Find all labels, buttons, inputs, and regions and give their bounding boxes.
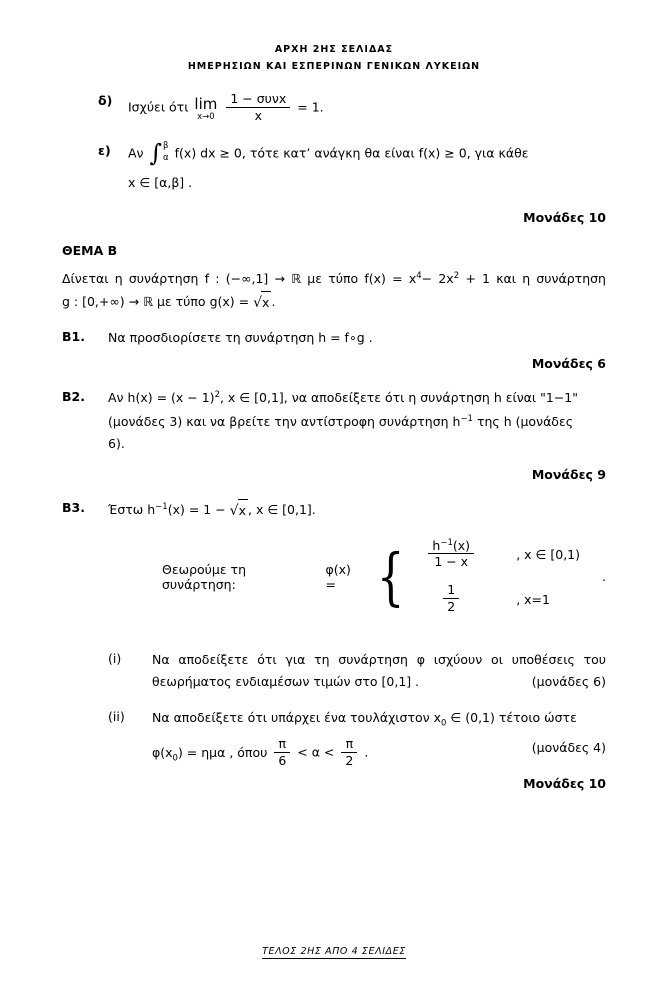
page-header-line-2: ΗΜΕΡΗΣΙΩΝ ΚΑΙ ΕΣΠΕΡΙΝΩΝ ΓΕΝΙΚΩΝ ΛΥΚΕΙΩΝ (187, 61, 481, 72)
case-1-num-exp: −1 (440, 537, 453, 548)
f-formula-p2: − 2x (421, 271, 454, 287)
item-delta (62, 92, 606, 124)
case-1-condition: , x ∈ [0,1) (516, 547, 581, 563)
b3-ii-x-subscript: 0 (440, 718, 447, 729)
b2-line2 (108, 411, 606, 433)
epsilon-condition: f(x) ≥ 0 (418, 145, 467, 161)
intro-text-c: και η συνάρτηση (496, 271, 606, 287)
b3-ii-line-2 (152, 737, 606, 769)
case-2-numerator: 1 (447, 581, 456, 597)
f-formula-p1: f(x) = x (364, 271, 417, 287)
alpha-lower-bound-fraction (274, 736, 290, 768)
exam-page (0, 44, 668, 989)
b2-h-formula-base: h(x) = (x − 1) (127, 390, 215, 406)
delta-fraction (226, 91, 290, 123)
question-b3-label: Β3. (62, 500, 85, 515)
b3-ii-text-a: Να αποδείξετε ότι υπάρχει ένα τουλάχιστον x (152, 709, 441, 725)
intro-text-a: Δίνεται η συνάρτηση (62, 271, 199, 287)
epsilon-second-line: x ∈ [α,β] . (128, 175, 193, 191)
g-formula (210, 294, 272, 309)
question-b1-label: Β1. (62, 328, 85, 344)
delta-fraction-numerator: 1 − συνx (230, 91, 287, 106)
alpha-upper-den: 2 (341, 752, 357, 769)
page-header-line-1: ΑΡΧΗ 2ΗΣ ΣΕΛΙΔΑΣ (274, 44, 394, 55)
g-domain: g : [0,+∞) → ℝ (62, 294, 153, 309)
marks-b3-ii: (μονάδες 4) (531, 740, 606, 756)
integral-sign: ∫ (149, 138, 163, 167)
question-b3-ii (62, 707, 606, 770)
item-epsilon (62, 138, 606, 194)
sqrt-radical-icon: √ (229, 503, 239, 519)
piecewise-definition (162, 539, 606, 616)
question-b2 (62, 387, 606, 455)
lim-subscript: x→0 (197, 112, 215, 123)
item-delta-body (128, 92, 606, 124)
b3-ii-phi-subscript: 0 (172, 753, 178, 764)
b3-inverse-formula (147, 502, 316, 517)
alpha-lower-den: 6 (274, 752, 290, 769)
b3-ii-phi: φ(x (152, 744, 173, 760)
piecewise-cases (412, 539, 580, 616)
question-b3 (62, 498, 606, 523)
g-formula-lhs: g(x) = (209, 294, 250, 309)
item-epsilon-text: Αν (128, 145, 144, 161)
b2-h-formula-exp: 2 (214, 390, 220, 401)
page-footer-text: ΤΕΛΟΣ 2ΗΣ ΑΠΟ 4 ΣΕΛΙΔΕΣ (262, 946, 406, 957)
left-brace-icon: { (376, 539, 405, 613)
alpha-lower-num: π (278, 736, 287, 752)
marks-theme-a: Μονάδες 10 (523, 210, 606, 226)
piecewise-case-2 (412, 583, 580, 615)
b3-radicand: x (238, 499, 248, 522)
theme-b-intro (62, 268, 606, 314)
integral-operator (149, 138, 169, 167)
b2-text-b: , x ∈ [0,1], να αποδείξετε ότι η συνάρτηση h είναι "1−1" (219, 390, 579, 406)
question-b3-i-text (152, 649, 606, 693)
b2-line3: 6). (108, 436, 125, 452)
case-1-fraction (428, 538, 474, 570)
item-delta-label: δ) (98, 93, 113, 108)
piecewise-case-1 (412, 539, 580, 571)
theme-b-title: ΘΕΜΑ Β (62, 243, 118, 259)
f-domain: f : (−∞,1] → ℝ (204, 271, 302, 287)
marks-b3-total: Μονάδες 10 (523, 775, 606, 791)
epsilon-after-text: , για κάθε (466, 145, 529, 161)
b2-text-a: Αν (108, 390, 124, 406)
item-epsilon-body (128, 138, 606, 194)
integral-lower-limit: α (163, 153, 169, 164)
b2-line2-text-b: της h (μονάδες (476, 414, 574, 430)
item-delta-tail: = 1. (297, 99, 324, 115)
b3-ii-equation (152, 744, 268, 764)
sqrt-radical-icon: √ (253, 295, 263, 311)
b3-i-body: Να αποδείξετε ότι για τη συνάρτηση φ ισχύουν οι υποθέσεις του θεωρήματος ενδιαμέσων τιμών στο [0,1] . (152, 652, 606, 690)
b3-h-rhs: (x) = 1 − (167, 502, 226, 517)
b3-h-exp: −1 (155, 501, 168, 512)
case-1-expression (412, 539, 490, 571)
item-delta-text: Ισχύει ότι (128, 99, 189, 115)
intro-end-dot: . (271, 294, 276, 309)
case-2-condition: , x=1 (516, 591, 550, 607)
item-epsilon-label: ε) (98, 143, 111, 159)
case-2-fraction (443, 582, 459, 614)
b2-line2-text: (μονάδες 3) και να βρείτε την αντίστροφη συνάρτηση h (108, 414, 461, 430)
b3-h-symbol: h (147, 502, 156, 517)
alpha-upper-num: π (345, 736, 354, 752)
case-1-num-h: h (432, 537, 441, 553)
g-formula-radicand: x (261, 291, 271, 314)
lim-op-label: lim (194, 95, 218, 114)
piecewise-intro: Θεωρούμε τη συνάρτηση: (162, 561, 247, 592)
b3-text-a: Έστω (108, 502, 144, 517)
intro-text-d: με τύπο (156, 294, 206, 309)
question-b3-text (108, 498, 606, 523)
b2-inverse-exp: −1 (460, 414, 473, 425)
question-b3-i-label: (i) (108, 651, 122, 667)
f-formula-exp1: 4 (416, 270, 422, 281)
b3-ii-line-1 (152, 707, 606, 731)
f-formula-p3: + 1 (465, 271, 490, 287)
alpha-upper-bound-fraction (341, 736, 357, 768)
b3-domain: , x ∈ [0,1]. (248, 502, 316, 517)
case-1-denominator: 1 − x (428, 553, 474, 570)
case-2-expression (412, 583, 490, 615)
f-formula-exp2: 2 (453, 270, 460, 281)
intro-text-b: με τύπο (307, 271, 359, 287)
question-b1-text: Να προσδιορίσετε τη συνάρτηση h = f∘g . (108, 329, 373, 345)
question-b3-ii-label: (ii) (108, 708, 125, 724)
piecewise-end-dot: . (602, 569, 606, 585)
question-b2-label: Β2. (62, 389, 85, 405)
case-1-numerator (428, 538, 474, 554)
question-b3-i (62, 649, 606, 693)
question-b2-text (108, 387, 606, 455)
b3-ii-mid: < α < (297, 744, 335, 760)
b3-ii-rhs: ) = ημα , όπου (177, 744, 268, 760)
marks-b2: Μονάδες 9 (531, 467, 606, 482)
limit-operator (194, 97, 217, 122)
question-b3-ii-text (152, 707, 606, 770)
delta-fraction-denominator: x (226, 107, 290, 124)
case-2-denominator: 2 (443, 598, 459, 615)
marks-b1: Μονάδες 6 (531, 356, 606, 372)
phi-lhs: φ(x) = (325, 561, 351, 592)
integral-upper-limit: β (163, 141, 169, 152)
integrand-expression: f(x) dx ≥ 0 (174, 145, 242, 161)
page-footer (0, 946, 668, 957)
question-b1 (62, 327, 606, 349)
b3-ii-end: . (364, 744, 369, 760)
b3-ii-text-b: ∈ (0,1) τέτοιο ώστε (450, 709, 577, 725)
epsilon-mid-text: , τότε κατ’ ανάγκη θα είναι (241, 145, 415, 161)
case-1-num-arg: (x) (452, 537, 471, 553)
b2-h-formula (128, 390, 220, 405)
marks-b3-i: (μονάδες 6) (531, 674, 606, 690)
f-formula (364, 271, 490, 286)
integral-limits (163, 141, 169, 165)
